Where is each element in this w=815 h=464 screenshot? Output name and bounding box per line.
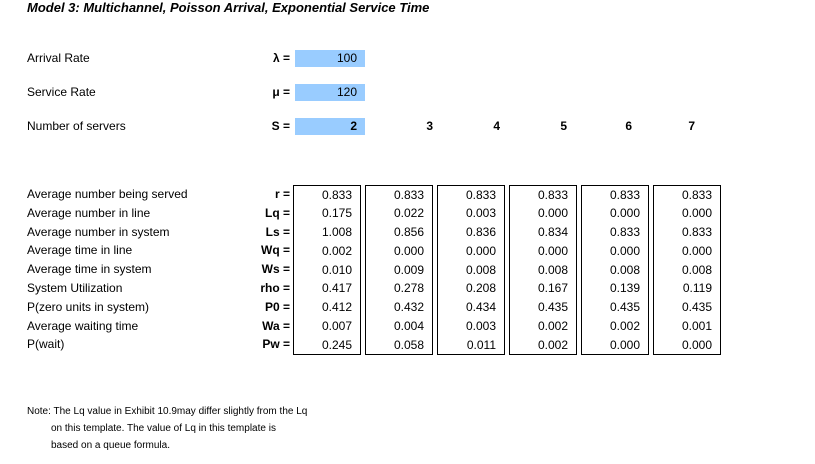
result-cell: 0.833 bbox=[654, 223, 721, 242]
table-row bbox=[294, 317, 721, 336]
result-cell: 0.833 bbox=[654, 186, 721, 205]
result-cell: 0.008 bbox=[582, 261, 649, 280]
result-cell: 0.833 bbox=[438, 186, 505, 205]
results-table bbox=[293, 185, 721, 355]
table-row bbox=[294, 336, 721, 355]
result-cell: 0.833 bbox=[582, 186, 649, 205]
arrival-rate-label: Arrival Rate bbox=[27, 51, 90, 65]
result-cell: 0.000 bbox=[582, 336, 649, 355]
result-cell: 0.002 bbox=[294, 242, 361, 261]
servers-column-header: 7 bbox=[688, 119, 695, 133]
result-cell: 0.412 bbox=[294, 298, 361, 317]
result-cell: 0.000 bbox=[366, 242, 433, 261]
metric-symbol: Wa = bbox=[262, 318, 290, 333]
result-cell: 0.167 bbox=[510, 279, 577, 298]
metric-label: Average number being served bbox=[27, 187, 188, 201]
servers-column-header: 5 bbox=[560, 119, 567, 133]
servers-column-header: 3 bbox=[426, 119, 433, 133]
result-cell: 0.175 bbox=[294, 204, 361, 223]
metric-symbol: Pw = bbox=[262, 337, 290, 352]
result-cell: 0.000 bbox=[510, 242, 577, 261]
result-cell: 0.833 bbox=[366, 186, 433, 205]
metric-label: Average waiting time bbox=[27, 318, 139, 333]
metric-label: P(zero units in system) bbox=[27, 299, 150, 314]
servers-symbol: S = bbox=[271, 119, 290, 133]
metric-symbol: Lq = bbox=[264, 205, 290, 220]
table-row bbox=[294, 261, 721, 280]
result-cell: 0.208 bbox=[438, 279, 505, 298]
metric-symbol: P0 = bbox=[264, 299, 290, 314]
metric-label: Average time in line bbox=[27, 243, 133, 258]
metric-symbol: rho = bbox=[260, 281, 290, 295]
result-cell: 0.000 bbox=[438, 242, 505, 261]
result-cell: 0.435 bbox=[654, 298, 721, 317]
result-cell: 0.417 bbox=[294, 279, 361, 298]
result-cell: 0.009 bbox=[366, 261, 433, 280]
result-cell: 0.833 bbox=[294, 186, 361, 205]
metric-label: Average number in line bbox=[27, 205, 151, 220]
metric-symbol: Ls = bbox=[265, 224, 290, 239]
result-cell: 0.432 bbox=[366, 298, 433, 317]
result-cell: 0.003 bbox=[438, 317, 505, 336]
result-cell: 0.002 bbox=[510, 336, 577, 355]
result-cell: 0.011 bbox=[438, 336, 505, 355]
result-cell: 0.119 bbox=[654, 279, 721, 298]
metric-label: System Utilization bbox=[27, 281, 123, 295]
servers-column-header: 4 bbox=[493, 119, 500, 133]
result-cell: 0.008 bbox=[438, 261, 505, 280]
result-cell: 0.058 bbox=[366, 336, 433, 355]
table-row bbox=[294, 223, 721, 242]
result-cell: 0.001 bbox=[654, 317, 721, 336]
result-cell: 0.139 bbox=[582, 279, 649, 298]
result-cell: 0.000 bbox=[582, 242, 649, 261]
result-cell: 0.003 bbox=[438, 204, 505, 223]
note-line: based on a queue formula. bbox=[51, 440, 170, 451]
service-rate-label: Service Rate bbox=[27, 85, 96, 99]
result-cell: 0.836 bbox=[438, 223, 505, 242]
result-cell: 0.435 bbox=[582, 298, 649, 317]
page-title: Model 3: Multichannel, Poisson Arrival, Exponential Service Time bbox=[27, 0, 430, 15]
result-cell: 0.856 bbox=[366, 223, 433, 242]
servers-label: Number of servers bbox=[27, 119, 126, 133]
servers-input[interactable]: 2 bbox=[295, 118, 365, 135]
service-rate-symbol: μ = bbox=[272, 85, 290, 99]
result-cell: 0.022 bbox=[366, 204, 433, 223]
result-cell: 0.000 bbox=[654, 204, 721, 223]
result-cell: 0.000 bbox=[654, 336, 721, 355]
result-cell: 0.278 bbox=[366, 279, 433, 298]
service-rate-input[interactable]: 120 bbox=[295, 84, 365, 101]
result-cell: 0.010 bbox=[294, 261, 361, 280]
result-cell: 0.434 bbox=[438, 298, 505, 317]
table-row bbox=[294, 204, 721, 223]
result-cell: 0.008 bbox=[654, 261, 721, 280]
result-cell: 0.833 bbox=[582, 223, 649, 242]
result-cell: 0.000 bbox=[582, 204, 649, 223]
result-cell: 0.435 bbox=[510, 298, 577, 317]
metric-symbol: r = bbox=[274, 187, 290, 201]
result-cell: 0.000 bbox=[510, 204, 577, 223]
arrival-rate-input[interactable]: 100 bbox=[295, 50, 365, 67]
result-cell: 0.002 bbox=[510, 317, 577, 336]
table-row bbox=[294, 298, 721, 317]
arrival-rate-symbol: λ = bbox=[272, 51, 290, 65]
note-line: on this template. The value of Lq in this template is bbox=[51, 423, 276, 434]
metric-label: Average number in system bbox=[27, 224, 170, 239]
result-cell: 0.000 bbox=[654, 242, 721, 261]
result-cell: 0.002 bbox=[582, 317, 649, 336]
result-cell: 0.833 bbox=[510, 186, 577, 205]
table-row bbox=[294, 242, 721, 261]
metric-symbol: Ws = bbox=[261, 262, 290, 277]
result-cell: 0.008 bbox=[510, 261, 577, 280]
metric-label: P(wait) bbox=[27, 337, 65, 352]
table-row bbox=[294, 186, 721, 205]
metric-symbol: Wq = bbox=[261, 243, 290, 258]
result-cell: 0.007 bbox=[294, 317, 361, 336]
result-cell: 0.004 bbox=[366, 317, 433, 336]
result-cell: 0.834 bbox=[510, 223, 577, 242]
servers-column-header: 6 bbox=[625, 119, 632, 133]
result-cell: 0.245 bbox=[294, 336, 361, 355]
metric-label: Average time in system bbox=[27, 262, 152, 277]
result-cell: 1.008 bbox=[294, 223, 361, 242]
table-row bbox=[294, 279, 721, 298]
note-line: Note: The Lq value in Exhibit 10.9may differ slightly from the Lq bbox=[27, 406, 308, 417]
